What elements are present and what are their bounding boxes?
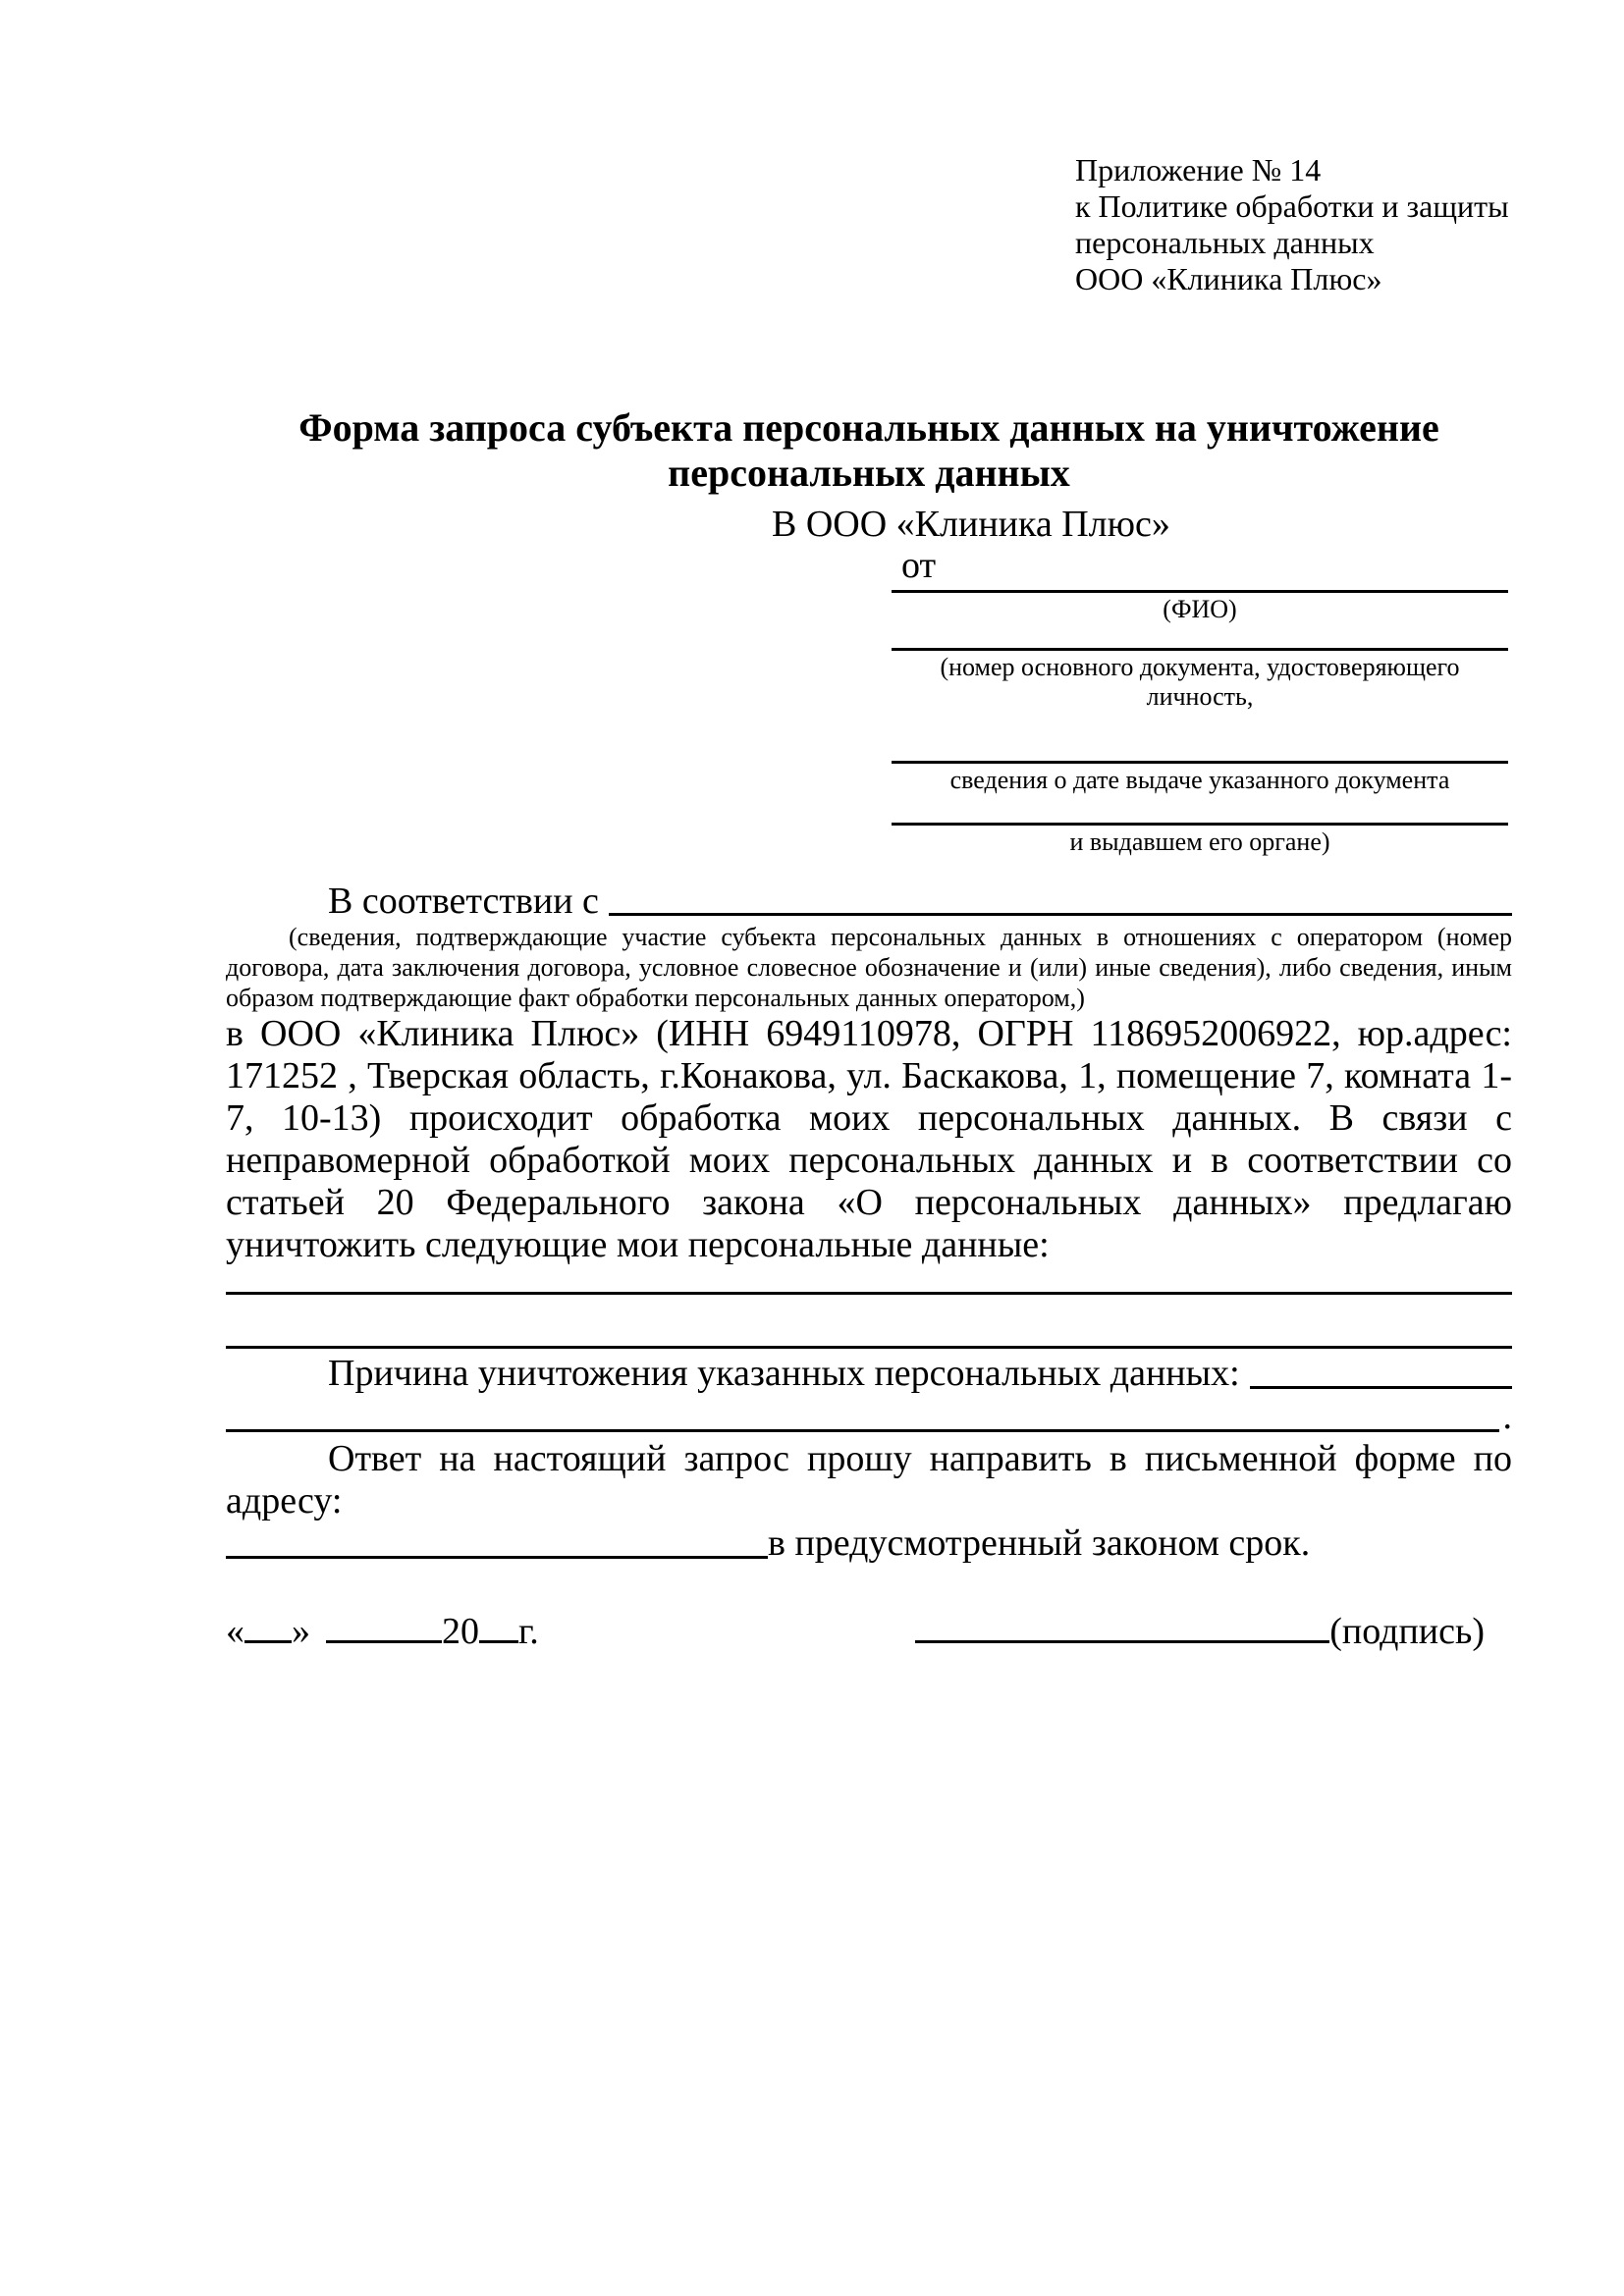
body-paragraph: в ООО «Клиника Плюс» (ИНН 6949110978, ОГРН 1186952006922, юр.адрес: 171252 , Тверская область, г.Конакова, ул. Баскакова, 1, помещение 7, комната 1-7, 10-13) происходит обработка моих персональных данных. В связи с неправомерной обработкой моих персональных данных и в соответствии со статьей 20 Федерального закона «О персональных данных» предлагаю уничтожить следующие мои персональные данные: [226,1013,1512,1265]
reason-continuation-row [226,1395,1512,1438]
identity-fields [892,586,1508,857]
doc-number-caption: (номер основного документа, удостоверяющего личность, [940,653,1460,711]
from-label: от [901,545,937,586]
details-blank-line-2 [226,1295,1512,1349]
answer-paragraph: Ответ на настоящий запрос прошу направить в письменной форме по адресу: [226,1438,1512,1522]
date-signature-row [226,1610,1512,1653]
form-title: Форма запроса субъекта персональных данных на уничтожение персональных данных [298,405,1439,495]
address-row [226,1522,1512,1565]
year-blank-line [479,1632,518,1643]
details-blank-line-1 [226,1266,1512,1295]
date-close-quote: » [292,1611,310,1652]
date-open-quote: « [226,1611,244,1652]
appendix-note-line: ООО «Клиника Плюс» [1075,261,1382,296]
fio-blank-line [892,586,1508,593]
issue-date-caption: сведения о дате выдаче указанного документа [949,766,1450,794]
signature-field [915,1610,1485,1653]
appendix-note-line: персональных данных [1075,225,1375,260]
reason-label: Причина уничтожения указанных персональных данных: [328,1353,1240,1394]
term-text: в предусмотренный законом срок. [768,1522,1311,1564]
month-blank-line [326,1632,442,1643]
reason-period: . [1502,1396,1512,1437]
fio-caption: (ФИО) [1163,595,1237,623]
reason-blank-line [1250,1386,1512,1389]
appendix-note-line: Приложение № 14 [1075,152,1322,187]
signature-caption: (подпись) [1329,1611,1485,1652]
issue-date-blank-line [892,712,1508,764]
reason-blank-line-2 [226,1429,1499,1432]
appendix-note [1075,152,1512,297]
reason-row [226,1353,1512,1395]
address-blank-line [226,1556,768,1559]
day-blank-line [244,1632,292,1643]
issuer-blank-line [892,795,1508,826]
accordance-label: В соответствии с [328,881,599,922]
accordance-row [226,881,1512,922]
doc-number-blank-line [892,624,1508,651]
issuer-caption: и выдавшем его органе) [1069,828,1330,856]
accordance-note: (сведения, подтверждающие участие субъекта персональных данных в отношениях с оператором (номер договора, дата заключения договора, условное словесное обозначение и (или) иные сведения), либо сведения, иным образом подтверждающие факт обработки персональных данных оператором,) [226,923,1512,1012]
year-suffix-label: г. [518,1611,539,1652]
addressee-line: В ООО «Клиника Плюс» [772,504,1170,545]
accordance-blank-line [609,913,1512,916]
year-prefix: 20 [442,1611,479,1652]
date-field [226,1610,539,1653]
appendix-note-line: к Политике обработки и защиты [1075,188,1509,224]
signature-blank-line [915,1632,1329,1643]
